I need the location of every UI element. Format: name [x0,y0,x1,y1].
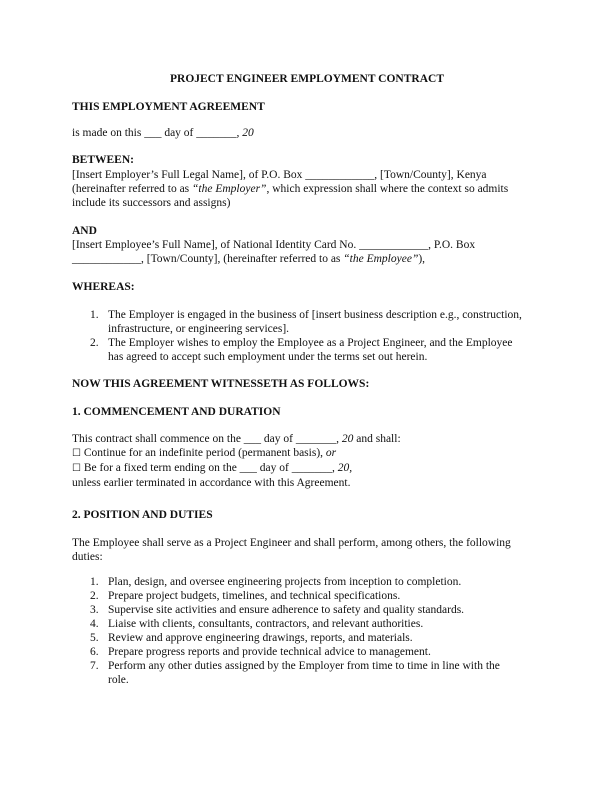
whereas-list [72,308,542,364]
employer-term: “the Employer” [192,183,267,195]
witnesseth-heading: NOW THIS AGREEMENT WITNESSETH AS FOLLOWS: [72,378,370,390]
list-text: infrastructure, or engineering services]. [108,323,290,335]
list-text: Prepare project budgets, timelines, and technical specifications. [108,590,401,602]
termination-line: unless earlier terminated in accordance with this Agreement. [72,477,351,489]
intro-line-2: duties: [72,551,103,563]
made-on-line [72,126,542,140]
whereas-item [72,336,542,364]
made-on-year: , 20 [236,127,254,139]
duty-item [72,659,542,687]
duty-item [72,631,542,645]
section-1-body [72,432,542,490]
between-line-2-pre: (hereinafter referred to as [72,183,193,195]
list-number: 2. [90,337,99,349]
and-line-1: [Insert Employee’s Full Name], of National Identity Card No. ____________, P.O. Box [72,239,476,251]
between-paragraph [72,168,542,210]
list-number: 1. [90,309,99,321]
duty-item [72,589,542,603]
intro-line-1: The Employee shall serve as a Project Engineer and shall perform, among others, the following [72,537,511,549]
list-number: 6. [90,646,99,658]
list-number: 3. [90,604,99,616]
list-text: Liaise with clients, consultants, contractors, and relevant authorities. [108,618,424,630]
commence-post: and shall: [353,433,401,445]
option-fixed-term[interactable] [72,461,542,476]
list-number: 5. [90,632,99,644]
section-2-intro [72,536,542,564]
employee-term: “the Employee” [343,253,419,265]
list-text: role. [108,674,129,686]
made-on-text: is made on this ___ day of _______ [72,127,237,139]
option-fixed-term-year: , 20, [332,462,353,474]
commence-text: This contract shall commence on the ___ day of _______ [72,433,337,445]
and-line-2 [72,252,542,266]
list-text: The Employer wishes to employ the Employee as a Project Engineer, and the Employee [108,337,513,349]
option-fixed-term-text: Be for a fixed term ending on the ___ day of _______ [80,462,332,474]
between-line-2 [72,182,542,196]
list-text: The Employer is engaged in the business of [insert business description e.g., construction, [108,309,522,321]
between-heading: BETWEEN: [72,154,134,166]
list-text: Supervise site activities and ensure adherence to safety and quality standards. [108,604,465,616]
checkbox-icon[interactable]: ☐ [72,463,81,474]
document-title: PROJECT ENGINEER EMPLOYMENT CONTRACT [169,73,444,85]
duties-list [72,575,542,687]
and-heading: AND [72,225,97,237]
and-line-2-pre: ____________, [Town/County], (hereinafter referred to as [72,253,344,265]
list-number: 4. [90,618,99,630]
duty-item [72,603,542,617]
list-text: Prepare progress reports and provide technical advice to management. [108,646,431,658]
whereas-heading: WHEREAS: [72,281,135,293]
duty-item [72,645,542,659]
duty-item [72,617,542,631]
list-text: has agreed to accept such employment under the terms set out herein. [108,351,428,363]
list-number: 1. [90,576,99,588]
list-text: Plan, design, and oversee engineering projects from inception to completion. [108,576,462,588]
duty-item [72,575,542,589]
section-1-heading: 1. COMMENCEMENT AND DURATION [72,406,281,418]
commence-year: , 20 [336,433,354,445]
list-text: Perform any other duties assigned by the Employer from time to time in line with the [108,660,500,672]
list-number: 7. [90,660,99,672]
whereas-item [72,308,542,336]
section-2-heading: 2. POSITION AND DUTIES [72,509,213,521]
and-line-2-post: ), [418,253,426,265]
agreement-heading: THIS EMPLOYMENT AGREEMENT [72,101,265,113]
list-text: Review and approve engineering drawings, reports, and materials. [108,632,413,644]
between-line-2-post: , which expression shall where the context so admits [266,183,509,195]
between-line-1: [Insert Employer’s Full Legal Name], of P.O. Box ____________, [Town/County], Kenya [72,169,487,181]
between-line-3: include its successors and assigns) [72,197,231,209]
commence-line [72,432,542,446]
option-or: or [325,447,337,459]
option-indefinite[interactable] [72,446,542,461]
and-paragraph [72,238,542,266]
checkbox-icon[interactable]: ☐ [72,448,81,459]
list-number: 2. [90,590,99,602]
option-indefinite-text: Continue for an indefinite period (permanent basis), [80,447,326,459]
